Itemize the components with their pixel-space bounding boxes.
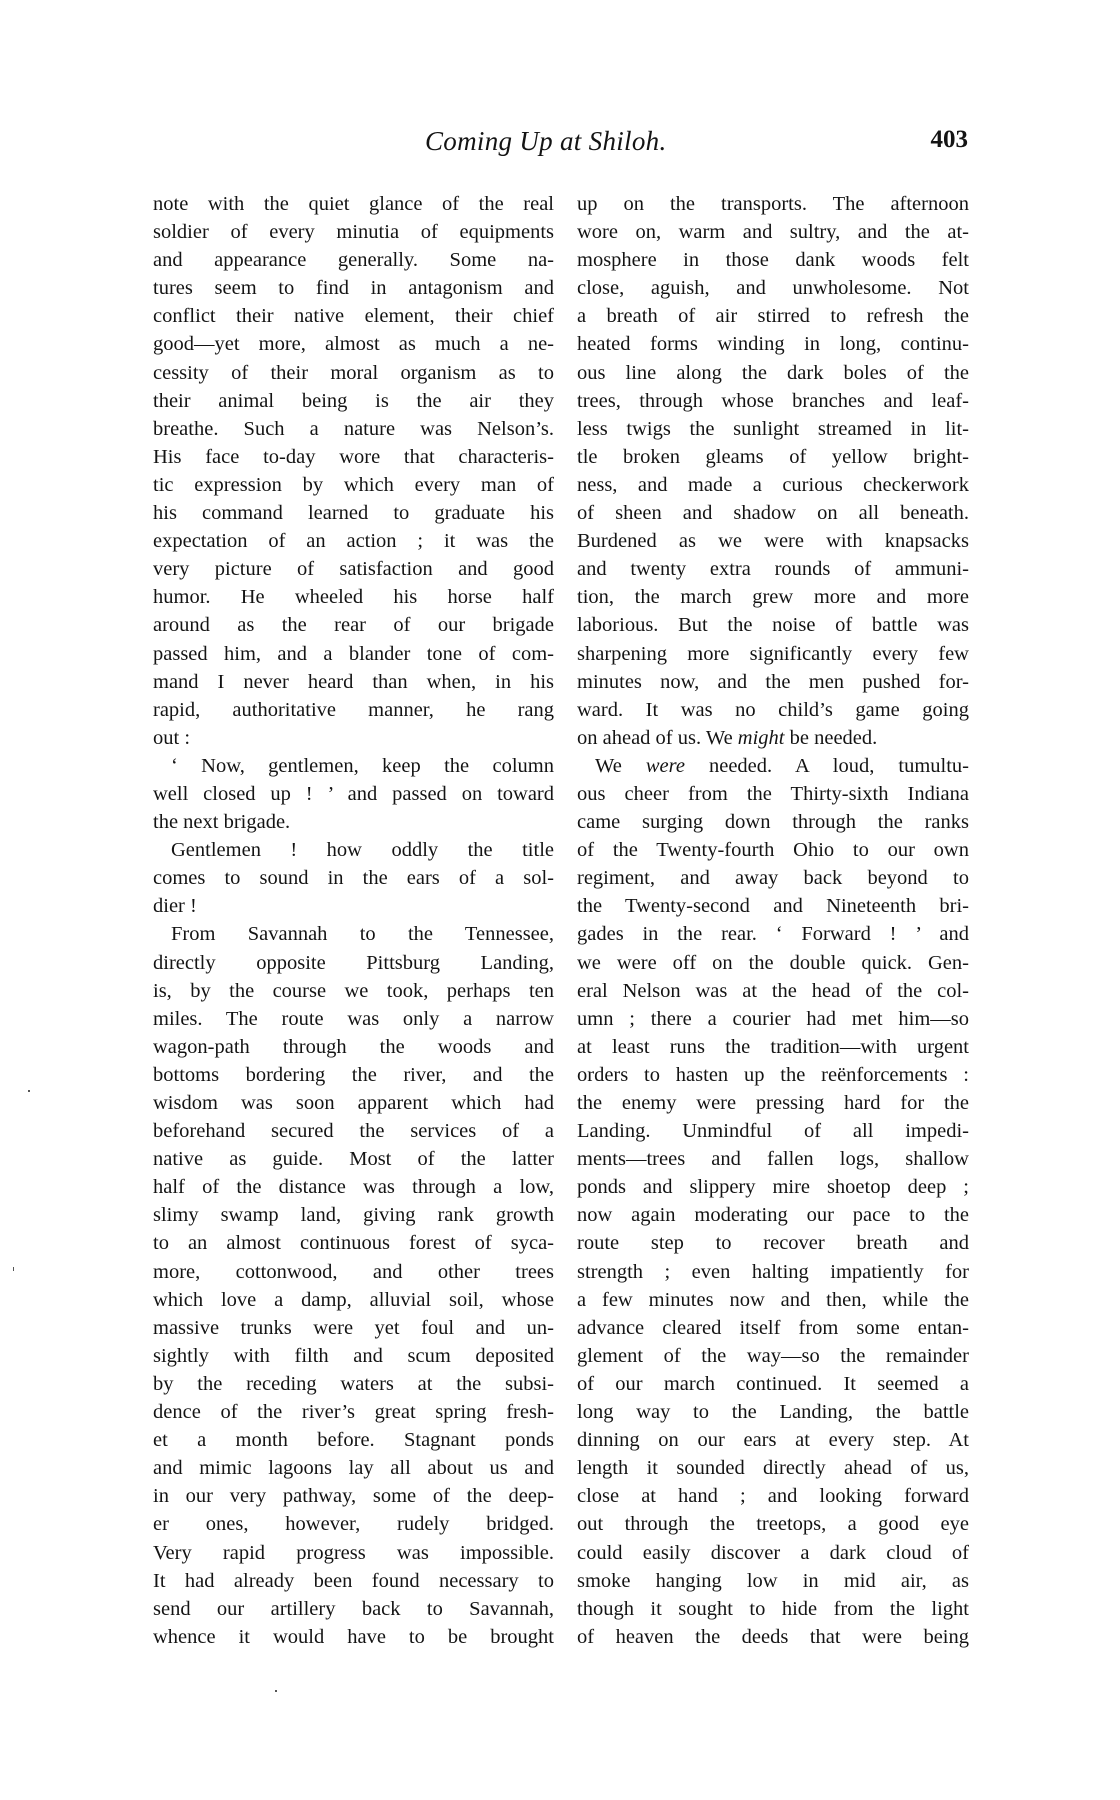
text-line: beforehand secured the services of a <box>153 1120 554 1143</box>
text-line: now again moderating our pace to the <box>577 1204 969 1227</box>
text-line: Burdened as we were with knapsacks <box>577 530 969 553</box>
text-line: ous cheer from the Thirty-sixth Indiana <box>577 782 969 805</box>
text-line: of our march continued. It seemed a <box>577 1372 969 1395</box>
text-line: tic expression by which every man of <box>153 473 554 496</box>
text-line: bottoms bordering the river, and the <box>153 1063 554 1086</box>
text-run: We <box>595 754 646 777</box>
text-line: Very rapid progress was impossible. <box>153 1541 554 1564</box>
text-line: et a month before. Stagnant ponds <box>153 1429 554 1452</box>
text-line: ments—trees and fallen logs, shallow <box>577 1148 969 1171</box>
text-line: mosphere in those dank woods felt <box>577 249 969 272</box>
text-line: could easily discover a dark cloud of <box>577 1541 969 1564</box>
scan-speck <box>275 1690 277 1692</box>
text-line: of the Twenty-fourth Ohio to our own <box>577 839 969 862</box>
text-line: laborious. But the noise of battle was <box>577 614 969 637</box>
text-line: out through the treetops, a good eye <box>577 1513 969 1536</box>
text-line: a few minutes now and then, while the <box>577 1288 969 1311</box>
text-line: whence it would have to be brought <box>153 1625 554 1648</box>
text-line: It had already been found necessary to <box>153 1569 554 1592</box>
text-line: a breath of air stirred to refresh the <box>577 305 969 328</box>
running-header <box>153 126 968 162</box>
running-title: Coming Up at Shiloh. <box>425 126 667 156</box>
text-line: ous line along the dark boles of the <box>577 361 969 384</box>
right-text-column <box>577 190 969 1651</box>
text-line: long way to the Landing, the battle <box>577 1401 969 1424</box>
text-line: very picture of satisfaction and good <box>153 558 554 581</box>
text-line: er ones, however, rudely bridged. <box>153 1513 554 1536</box>
text-line: From Savannah to the Tennessee, <box>171 923 554 946</box>
text-line: and mimic lagoons lay all about us and <box>153 1457 554 1480</box>
text-line: of heaven the deeds that were being <box>577 1625 969 1648</box>
text-line: note with the quiet glance of the real <box>153 193 554 215</box>
text-line: his command learned to graduate his <box>153 502 554 525</box>
text-line: regiment, and away back beyond to <box>577 867 969 890</box>
text-line: minutes now, and the men pushed for- <box>577 670 969 693</box>
text-line: well closed up ! ’ and passed on toward <box>153 782 554 805</box>
text-line: umn ; there a courier had met him—so <box>577 1007 969 1030</box>
text-run: needed. A loud, tumultu- <box>684 754 969 777</box>
text-line: humor. He wheeled his horse half <box>153 586 554 609</box>
text-run: be needed. <box>784 726 878 749</box>
text-line: tures seem to find in antagonism and <box>153 277 554 300</box>
text-line: sightly with filth and scum deposited <box>153 1344 554 1367</box>
text-line: Gentlemen ! how oddly the title <box>171 839 554 862</box>
text-line: wore on, warm and sultry, and the at- <box>577 221 969 244</box>
text-run: on ahead of us. We <box>577 726 738 749</box>
text-line: advance cleared itself from some entan- <box>577 1316 969 1339</box>
text-line: more, cottonwood, and other trees <box>153 1260 554 1283</box>
text-line: route step to recover breath and <box>577 1232 969 1255</box>
text-line: at least runs the tradition—with urgent <box>577 1035 969 1058</box>
text-line: we were off on the double quick. Gen- <box>577 951 969 974</box>
text-line: wagon-path through the woods and <box>153 1035 554 1058</box>
page-number: 403 <box>930 126 968 153</box>
text-line: orders to hasten up the reënforcements : <box>577 1063 969 1086</box>
text-line: sharpening more significantly every few <box>577 642 969 665</box>
text-line: and twenty extra rounds of ammuni- <box>577 558 969 581</box>
text-line: rapid, authoritative manner, he rang <box>153 698 554 721</box>
text-line: comes to sound in the ears of a sol- <box>153 867 554 890</box>
text-line: slimy swamp land, giving rank growth <box>153 1204 554 1227</box>
text-line: half of the distance was through a low, <box>153 1176 554 1199</box>
text-line: of sheen and shadow on all beneath. <box>577 502 969 525</box>
text-line: trees, through whose branches and leaf- <box>577 389 969 412</box>
text-line: tion, the march grew more and more <box>577 586 969 609</box>
left-text-column <box>153 190 554 1651</box>
text-line: length it sounded directly ahead of us, <box>577 1457 969 1480</box>
text-line: and appearance generally. Some na- <box>153 249 554 272</box>
text-line: less twigs the sunlight streamed in lit- <box>577 417 969 440</box>
text-line: glement of the way—so the remainder <box>577 1344 969 1367</box>
text-line: conflict their native element, their chief <box>153 305 554 328</box>
text-line: the enemy were pressing hard for the <box>577 1092 969 1114</box>
text-line: out : <box>153 726 191 749</box>
text-line: wisdom was soon apparent which had <box>153 1092 554 1114</box>
text-line: close at hand ; and looking forward <box>577 1485 969 1508</box>
text-line: passed him, and a blander tone of com- <box>153 642 554 665</box>
text-line: smoke hanging low in mid air, as <box>577 1569 969 1592</box>
text-line: dier ! <box>153 895 197 918</box>
italic-emphasis: might <box>737 726 785 749</box>
scan-speck <box>13 1267 14 1271</box>
text-line: mand I never heard than when, in his <box>153 670 554 693</box>
text-line: expectation of an action ; it was the <box>153 530 554 553</box>
text-line: ‘ Now, gentlemen, keep the column <box>171 754 554 777</box>
text-line: ward. It was no child’s game going <box>577 698 969 721</box>
text-line: Landing. Unmindful of all impedi- <box>577 1120 969 1143</box>
text-line: miles. The route was only a narrow <box>153 1007 554 1030</box>
text-line: in our very pathway, some of the deep- <box>153 1485 554 1508</box>
text-line: ponds and slippery mire shoetop deep ; <box>577 1176 969 1199</box>
text-line: by the receding waters at the subsi- <box>153 1372 554 1395</box>
text-line: though it sought to hide from the light <box>577 1597 969 1620</box>
text-line: ness, and made a curious checkerwork <box>577 473 969 496</box>
italic-emphasis: were <box>645 754 685 777</box>
text-line: eral Nelson was at the head of the col- <box>577 979 969 1002</box>
text-line: which love a damp, alluvial soil, whose <box>153 1288 554 1311</box>
text-line: native as guide. Most of the latter <box>153 1148 554 1171</box>
text-line: gades in the rear. ‘ Forward ! ’ and <box>577 923 969 946</box>
text-line: is, by the course we took, perhaps ten <box>153 979 554 1002</box>
text-line <box>577 752 969 780</box>
text-line: His face to-day wore that characteris- <box>153 445 554 468</box>
text-line: directly opposite Pittsburg Landing, <box>153 951 554 974</box>
text-line: dence of the river’s great spring fresh- <box>153 1401 554 1424</box>
text-line: good—yet more, almost as much a ne- <box>153 333 554 356</box>
text-line: strength ; even halting impatiently for <box>577 1260 969 1283</box>
text-line: to an almost continuous forest of syca- <box>153 1232 554 1255</box>
text-line: the Twenty-second and Nineteenth bri- <box>577 895 969 918</box>
text-line: up on the transports. The afternoon <box>577 193 969 215</box>
text-line: breathe. Such a nature was Nelson’s. <box>153 417 554 440</box>
text-line: around as the rear of our brigade <box>153 614 554 637</box>
text-line: cessity of their moral organism as to <box>153 361 554 384</box>
text-line: tle broken gleams of yellow bright- <box>577 445 969 468</box>
text-line <box>577 724 969 752</box>
text-line: massive trunks were yet foul and un- <box>153 1316 554 1339</box>
text-line: their animal being is the air they <box>153 389 554 412</box>
text-line: close, aguish, and unwholesome. Not <box>577 277 969 300</box>
text-line: the next brigade. <box>153 811 291 834</box>
text-line: came surging down through the ranks <box>577 811 969 834</box>
scan-speck <box>28 1090 30 1092</box>
text-line: soldier of every minutia of equipments <box>153 221 554 244</box>
text-line: heated forms winding in long, continu- <box>577 333 969 356</box>
text-line: send our artillery back to Savannah, <box>153 1597 554 1620</box>
text-line: dinning on our ears at every step. At <box>577 1429 969 1452</box>
